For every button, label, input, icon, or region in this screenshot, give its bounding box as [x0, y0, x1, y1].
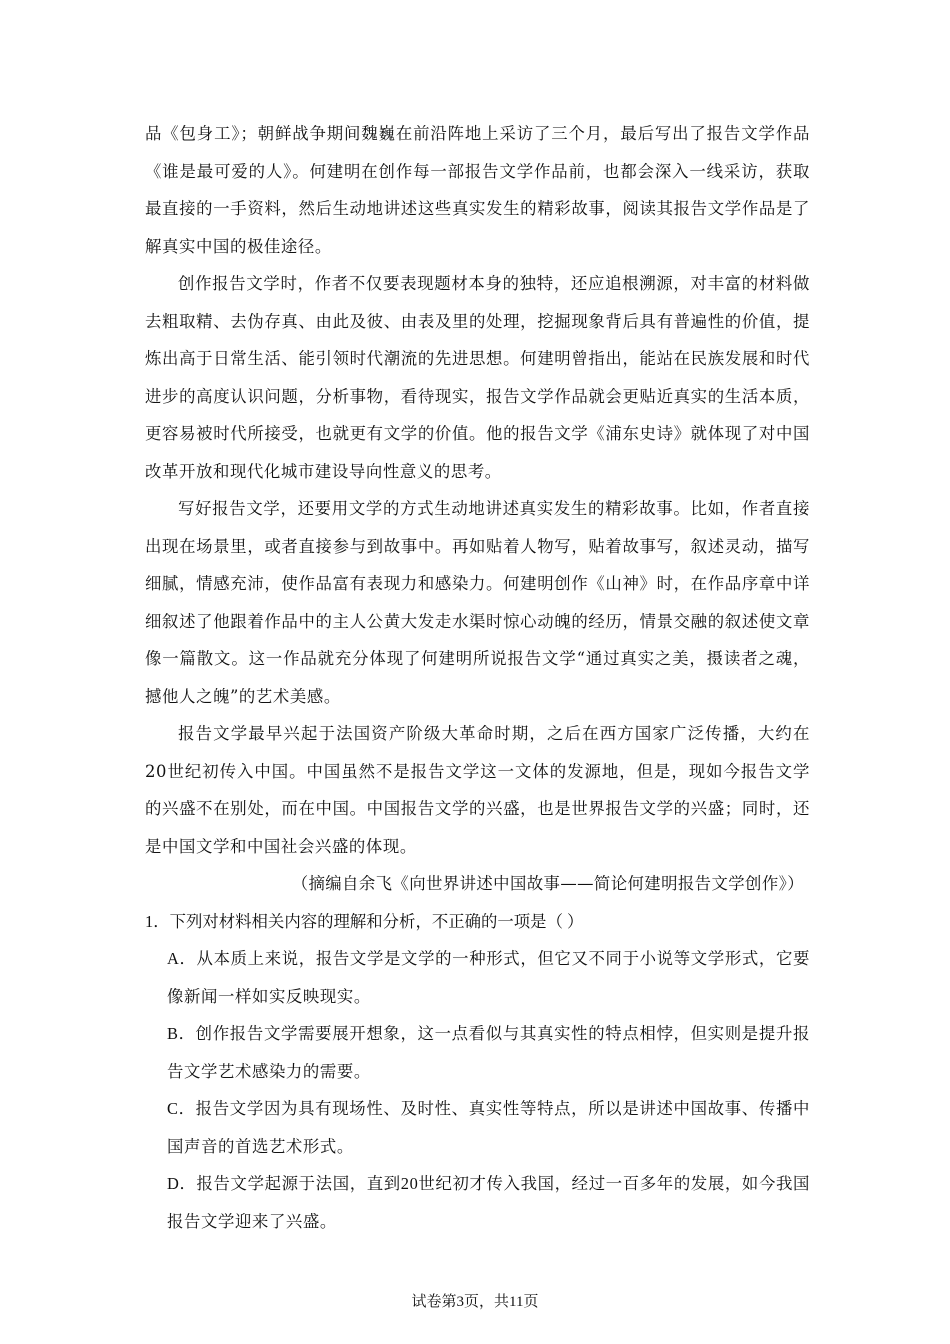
article-paragraph-4: 报告文学最早兴起于法国资产阶级大革命时期，之后在西方国家广泛传播，大约在20世纪初传入中国。中国虽然不是报告文学这一文体的发源地，但是，现如今报告文学的兴盛不在别处，而在中国。中国报告文学的兴盛，也是世界报告文学的兴盛；同时，还是中国文学和中国社会兴盛的体现。: [145, 724, 810, 856]
question-option-d: D．报告文学起源于法国，直到20世纪初才传入我国，经过一百多年的发展，如今我国报告文学迎来了兴盛。: [167, 1174, 810, 1231]
article-paragraph-1: 品《包身工》；朝鲜战争期间魏巍在前沿阵地上采访了三个月，最后写出了报告文学作品《谁是最可爱的人》。何建明在创作每一部报告文学作品前，也都会深入一线采访，获取最直接的一手资料，然后生动地讲述这些真实发生的精彩故事，阅读其报告文学作品是了解真实中国的极佳途径。: [145, 124, 810, 256]
question-stem: 1．下列对材料相关内容的理解和分析，不正确的一项是（ ）: [145, 911, 584, 931]
article-paragraph-3: 写好报告文学，还要用文学的方式生动地讲述真实发生的精彩故事。比如，作者直接出现在场景里，或者直接参与到故事中。再如贴着人物写，贴着故事写，叙述灵动，描写细腻，情感充沛，使作品富有表现力和感染力。何建明创作《山神》时，在作品序章中详细叙述了他跟着作品中的主人公黄大发走水渠时惊心动魄的经历，情景交融的叙述使文章像一篇散文。这一作品就充分体现了何建明所说报告文学“通过真实之美，摄读者之魂，撼他人之魄”的艺术美感。: [145, 499, 810, 706]
page-footer: 试卷第3页，共11页: [411, 1294, 539, 1310]
article-source-citation: （摘编自余飞《向世界讲述中国故事——简论何建明报告文学创作》）: [291, 874, 804, 893]
question-option-a: A．从本质上来说，报告文学是文学的一种形式，但它又不同于小说等文学形式，它要像新闻一样如实反映现实。: [167, 949, 810, 1006]
exam-page-content: [145, 115, 810, 1240]
question-option-c: C．报告文学因为具有现场性、及时性、真实性等特点，所以是讲述中国故事、传播中国声音的首选艺术形式。: [167, 1099, 810, 1156]
question-option-b: B．创作报告文学需要展开想象，这一点看似与其真实性的特点相悖，但实则是提升报告文学艺术感染力的需要。: [167, 1024, 810, 1081]
article-paragraph-2: 创作报告文学时，作者不仅要表现题材本身的独特，还应追根溯源，对丰富的材料做去粗取精、去伪存真、由此及彼、由表及里的处理，挖掘现象背后具有普遍性的价值，提炼出高于日常生活、能引领时代潮流的先进思想。何建明曾指出，能站在民族发展和时代进步的高度认识问题，分析事物，看待现实，报告文学作品就会更贴近真实的生活本质，更容易被时代所接受，也就更有文学的价值。他的报告文学《浦东史诗》就体现了对中国改革开放和现代化城市建设导向性意义的思考。: [145, 274, 810, 481]
